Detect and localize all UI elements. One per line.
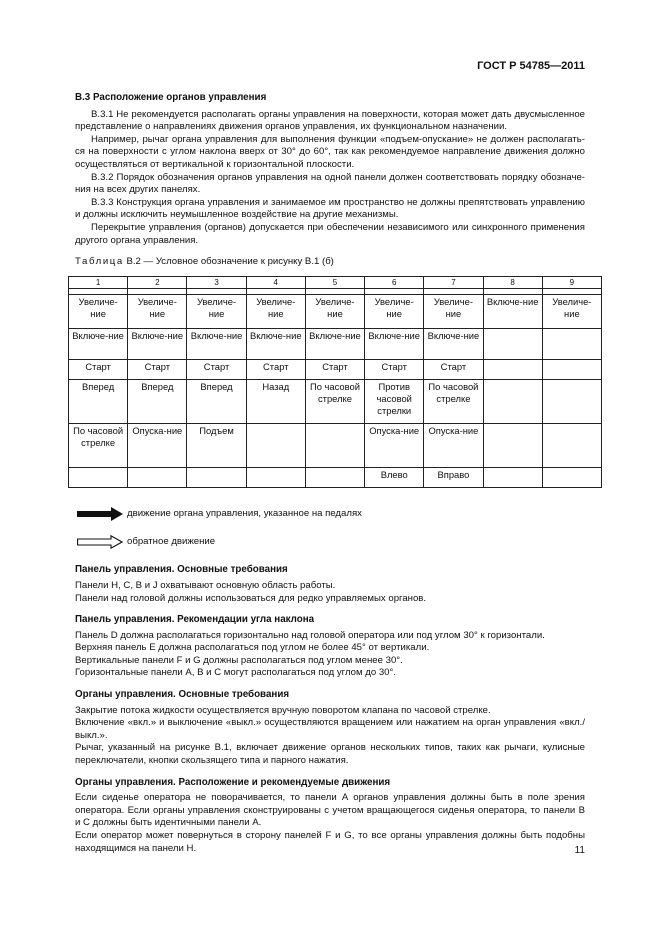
table-cell: Включе-ние: [246, 329, 305, 360]
table-cell: Опуска-ние: [424, 424, 483, 468]
table-cell: Включе-ние: [187, 329, 246, 360]
section-title: Панель управления. Рекомендации угла наклона: [75, 614, 315, 626]
table-cell: По часовой стрелке: [69, 424, 128, 468]
paragraph: Горизонтальные панели А, В и С могут располагаться под углом до 30°.: [75, 667, 397, 679]
table-cell: Влево: [365, 468, 424, 488]
paragraph: Закрытие потока жидкости осуществляется вручную поворотом клапана по часовой стрелке.: [75, 704, 491, 716]
table-caption-prefix: Таблица: [75, 256, 124, 268]
table-header-cell: 2: [128, 276, 187, 289]
table-cell: Увеличе-ние: [246, 295, 305, 329]
table-row: [69, 424, 602, 468]
table-cell: Старт: [305, 360, 364, 380]
table-cell: По часовой стрелке: [424, 380, 483, 424]
paragraph: Панели Н, С, В и J охватывают основную область работы.: [75, 579, 336, 591]
table-cell: Вперед: [187, 380, 246, 424]
table-cell: Увеличе-ние: [69, 295, 128, 329]
table-cell: Старт: [187, 360, 246, 380]
page-number: 11: [574, 845, 585, 856]
table-cell: Включе-ние: [128, 329, 187, 360]
legend-solid: [77, 504, 585, 524]
table-cell: Назад: [246, 380, 305, 424]
table-caption-text: В.2 — Условное обозначение к рисунку В.1 (б): [123, 256, 334, 268]
legend-table: [68, 276, 602, 489]
table-cell: [128, 468, 187, 488]
sections: [75, 564, 585, 855]
table-cell: [305, 468, 364, 488]
table-cell: [246, 424, 305, 468]
section-title: Панель управления. Основные требования: [75, 564, 288, 576]
table-cell: Вперед: [69, 380, 128, 424]
paragraph: Например, рычаг органа управления для выполнения функции «подъем-опускание» не должен располагать-ся на поверхности с углом наклона вверх от 30° до 60°, так как рекомендуемое направление движения должно осуществляться от вертикальной к горизонтальной плоскости.: [75, 133, 585, 170]
table-header-cell: 9: [542, 276, 601, 289]
table-cell: [542, 360, 601, 380]
section: [75, 614, 585, 680]
table-cell: [542, 424, 601, 468]
table-cell: По часовой стрелке: [305, 380, 364, 424]
table-cell: [483, 360, 542, 380]
table-cell: Увеличе-ние: [128, 295, 187, 329]
table-cell: Подъем: [187, 424, 246, 468]
paragraph: Если оператор может повернуться в сторону панелей F и G, то все органы управления должны быть подобны находящимся на панели Н.: [75, 830, 585, 854]
table-cell: Включе-ние: [424, 329, 483, 360]
paragraph: Перекрытие управления (органов) допускается при обеспечении независимого или синхронного применения другого органа управления.: [75, 221, 585, 246]
paragraph: Вертикальные панели F и G должны располагаться под углом менее 30°.: [75, 654, 403, 666]
table-row: [69, 295, 602, 329]
paragraph: Панель D должна располагаться горизонтально над головой оператора или под углом 30° к горизонтали.: [75, 629, 545, 641]
table-cell: [542, 380, 601, 424]
table-header-cell: 6: [365, 276, 424, 289]
table-cell: Старт: [424, 360, 483, 380]
table-caption: [75, 256, 585, 269]
table-cell: [483, 380, 542, 424]
table-cell: Увеличе-ние: [542, 295, 601, 329]
table-row: [69, 329, 602, 360]
table-cell: Включе-ние: [305, 329, 364, 360]
legend-hollow-label: обратное движение: [127, 536, 216, 548]
b3-paragraphs: [75, 109, 585, 248]
paragraph: Панели над головой должны использоваться для редко управляемых органов.: [75, 592, 427, 604]
paragraph: Включение «вкл.» и выключение «выкл.» осуществляются вращением или нажатием на орган управления «вкл./выкл.».: [75, 717, 585, 741]
table-row: [69, 360, 602, 380]
table-cell: [305, 424, 364, 468]
legend-solid-label: движение органа управления, указанное на педалях: [127, 508, 362, 520]
table-cell: Старт: [246, 360, 305, 380]
paragraph: В.3.1 Не рекомендуется располагать органы управления на поверхности, которая может дать двусмысленное представление о направлениях движения органов управления, их функциональном назначении.: [75, 108, 585, 133]
section-title-b3: В.3 Расположение органов управления: [75, 92, 267, 103]
table-header-cell: 5: [305, 276, 364, 289]
section-title: Органы управления. Расположение и рекомендуемые движения: [75, 776, 391, 788]
table-cell: Старт: [69, 360, 128, 380]
table-cell: [542, 468, 601, 488]
table-header-cell: 4: [246, 276, 305, 289]
table-cell: Опуска-ние: [365, 424, 424, 468]
table-cell: [69, 468, 128, 488]
table-row: [69, 380, 602, 424]
table-cell: Старт: [128, 360, 187, 380]
table-cell: [483, 468, 542, 488]
table-header-cell: 3: [187, 276, 246, 289]
table-cell: Вперед: [128, 380, 187, 424]
table-cell: Старт: [365, 360, 424, 380]
table-cell: Против часовой стрелки: [365, 380, 424, 424]
table-cell: Вправо: [424, 468, 483, 488]
paragraph: Рычаг, указанный на рисунке В.1, включает движение органов нескольких типов, таких как рычаги, кулисные переключатели, кнопки скользящего типа и парного нажатия.: [75, 742, 585, 767]
table-cell: [483, 424, 542, 468]
table-header-cell: 8: [483, 276, 542, 289]
table-cell: Опуска-ние: [128, 424, 187, 468]
table-cell: Увеличе-ние: [365, 295, 424, 329]
table-cell: [246, 468, 305, 488]
document-body: [72, 92, 592, 864]
paragraph: Если сиденье оператора не поворачивается, то панели А органов управления должны быть в поле зрения оператора. Если органы управления сконструированы с учетом вращающегося сиденья оператора, то панели В и С должны быть идентичными панели А.: [75, 792, 585, 829]
section: [75, 777, 585, 856]
table-header-cell: 1: [69, 276, 128, 289]
table-cell: [542, 329, 601, 360]
table-cell: Включе-ние: [69, 329, 128, 360]
section-title: Органы управления. Основные требования: [75, 689, 290, 701]
table-cell: [483, 329, 542, 360]
table-cell: Включе-ние: [365, 329, 424, 360]
table-cell: Увеличе-ние: [187, 295, 246, 329]
section: [75, 564, 585, 605]
page-header: ГОСТ Р 54785—2011: [477, 60, 585, 72]
paragraph: В.3.3 Конструкция органа управления и занимаемое им пространство не должны препятствовать управлению и должны исключить неумышленное воздействие на другие механизмы.: [75, 196, 585, 221]
table-row: [69, 468, 602, 488]
table-header-cell: 7: [424, 276, 483, 289]
table-cell: [187, 468, 246, 488]
legend-hollow: [77, 532, 585, 552]
table-cell: Включе-ние: [483, 295, 542, 329]
solid-arrow-icon: [77, 507, 123, 521]
section: [75, 689, 585, 768]
paragraph: В.3.2 Порядок обозначения органов управления на одной панели должен соответствовать порядку обозначе-ния на всех других панелях.: [75, 171, 585, 196]
paragraph: Верхняя панель Е должна располагаться под углом не более 45° от вертикали.: [75, 642, 430, 654]
table-cell: Увеличе-ние: [305, 295, 364, 329]
hollow-arrow-icon: [77, 535, 123, 549]
table-cell: Увеличе-ние: [424, 295, 483, 329]
